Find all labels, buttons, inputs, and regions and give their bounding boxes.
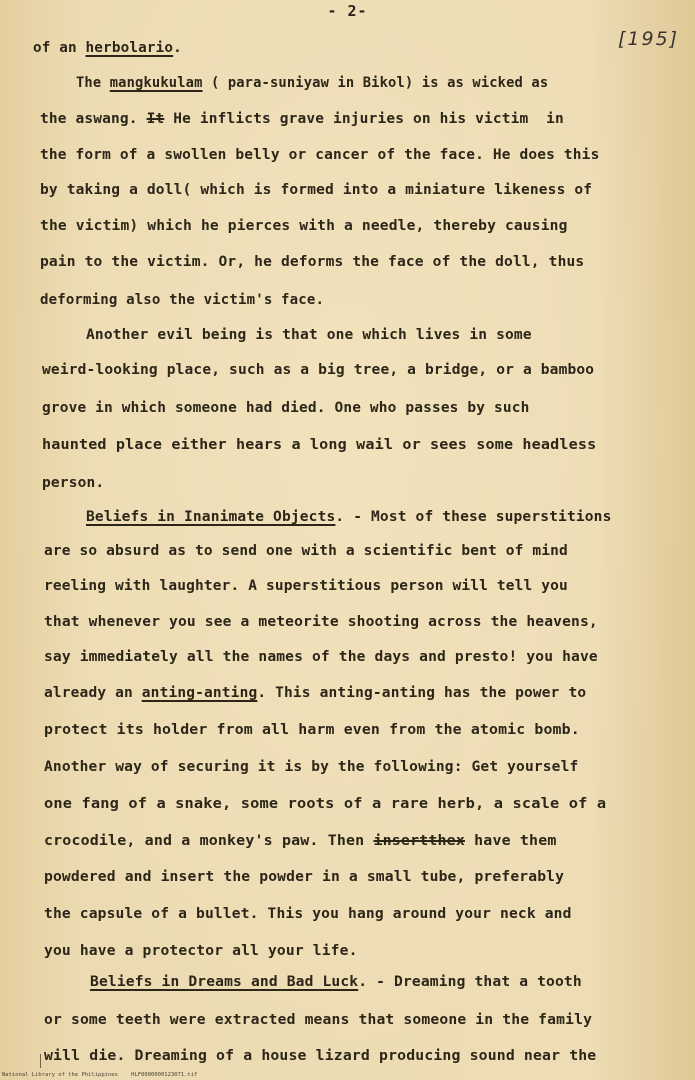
text-segment: the form of a swollen belly or cancer of the face. He does this [40, 147, 600, 163]
text-segment: will die. Dreaming of a house lizard producing sound near the [44, 1048, 597, 1064]
text-segment: . [173, 40, 182, 56]
text-segment: . - Dreaming that a tooth [358, 974, 582, 990]
text-line [42, 400, 529, 416]
text-segment: by taking a doll( which is formed into a miniature likeness of [40, 182, 593, 198]
text-segment: the aswang. [40, 111, 147, 127]
text-segment: Another way of securing it is by the following: Get yourself [44, 759, 579, 775]
underlined-text: herbolario [85, 40, 174, 56]
text-segment: the capsule of a bullet. This you hang around your neck and [44, 906, 572, 922]
text-segment: He inflicts grave injuries on his victim in [164, 111, 564, 127]
text-line [44, 1012, 592, 1028]
text-line [44, 614, 598, 630]
underlined-text: Beliefs in Inanimate Objects [86, 509, 336, 525]
page-number: - 2- [327, 2, 368, 20]
text-segment: grove in which someone had died. One who passes by such [42, 400, 530, 416]
underlined-text: anting-anting [141, 685, 258, 701]
text-segment: person. [42, 475, 105, 491]
text-line [44, 869, 564, 885]
text-segment: ( para-suniyaw in Bikol) is as wicked as [202, 75, 549, 91]
text-segment: you have a protector all your life. [44, 943, 358, 959]
text-segment: have them [464, 833, 557, 849]
text-segment: weird-looking place, such as a big tree, a bridge, or a bamboo [42, 362, 595, 378]
text-segment: . - Most of these superstitions [335, 509, 612, 525]
text-segment: pain to the victim. Or, he deforms the face of the doll, thus [40, 254, 585, 270]
text-line [33, 40, 182, 56]
text-line [44, 649, 598, 665]
text-line [44, 833, 557, 849]
text-line [86, 509, 611, 525]
text-segment: of an [33, 40, 86, 56]
text-segment: deforming also the victim's face. [40, 292, 325, 308]
text-segment: one fang of a snake, some roots of a rare herb, a scale of a [44, 796, 607, 812]
text-segment: . This anting-anting has the power to [257, 685, 587, 701]
text-line [44, 578, 568, 594]
text-line [40, 218, 568, 234]
text-line [40, 182, 592, 198]
underlined-text: mangkukulam [109, 75, 203, 91]
text-segment: crocodile, and a monkey's paw. Then [44, 833, 374, 849]
text-line [42, 362, 594, 378]
text-segment: are so absurd as to send one with a scientific bent of mind [44, 543, 568, 559]
text-line [44, 1048, 596, 1064]
text-line [44, 906, 572, 922]
text-segment: powdered and insert the powder in a small tube, preferably [44, 869, 565, 885]
scan-footer: National Library of the Philippines HLF0000000123071.tif [2, 1072, 198, 1078]
text-line [44, 722, 580, 738]
archive-number: [195] [618, 28, 680, 50]
text-segment: reeling with laughter. A superstitious person will tell you [44, 578, 568, 594]
text-segment: already an [44, 685, 142, 701]
text-line [44, 543, 568, 559]
text-segment: or some teeth were extracted means that someone in the family [44, 1012, 593, 1028]
text-segment: that whenever you see a meteorite shooting across the heavens, [44, 614, 598, 630]
text-line [40, 292, 324, 308]
text-line [44, 685, 586, 701]
text-line [44, 796, 606, 812]
text-segment: protect its holder from all harm even from the atomic bomb. [44, 722, 580, 738]
text-segment: haunted place either hears a long wail or sees some headless [42, 437, 597, 453]
struck-out-text: insertthex [373, 833, 465, 849]
text-line [90, 974, 582, 990]
text-line [40, 147, 599, 163]
margin-pencil-mark [40, 1054, 41, 1068]
text-line [44, 943, 358, 959]
text-segment: say immediately all the names of the days and presto! you have [44, 649, 598, 665]
text-line [42, 475, 104, 491]
text-segment: the victim) which he pierces with a needle, thereby causing [40, 218, 568, 234]
underlined-text: Beliefs in Dreams and Bad Luck [90, 974, 359, 990]
text-segment: The [76, 75, 110, 91]
text-line [40, 254, 584, 270]
text-line [44, 759, 578, 775]
text-segment: Another evil being is that one which lives in some [86, 327, 532, 343]
text-line [76, 75, 548, 91]
struck-out-text: It [146, 111, 165, 127]
text-line [40, 111, 564, 127]
text-line [86, 327, 532, 343]
text-line [42, 437, 596, 453]
